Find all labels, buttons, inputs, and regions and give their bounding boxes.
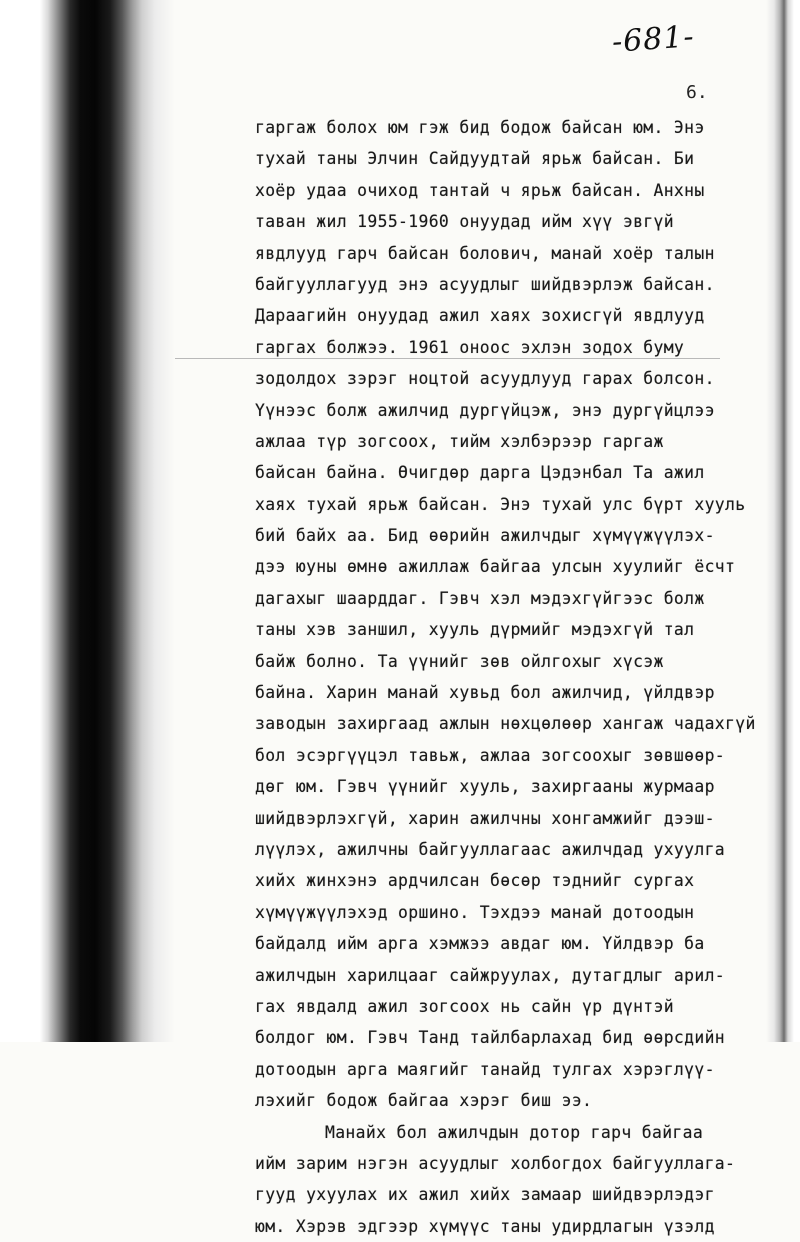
- text-line: хаях тухай ярьж байсан. Энэ тухай улс бүрт хууль: [255, 494, 746, 514]
- text-line: гаргах болжээ. 1961 оноос эхлэн зодох буму: [255, 337, 685, 357]
- text-line: гууд ухуулах их ажил хийх замаар шийдвэрлэдэг: [255, 1185, 715, 1205]
- scan-binding-shadow: [0, 0, 175, 1042]
- text-line: байсан байна. Өчигдөр дарга Цэдэнбал Та ажил: [255, 463, 705, 483]
- typewritten-body: [255, 112, 756, 1236]
- text-line: лэхийг бодож байгаа хэрэг биш ээ.: [255, 1091, 593, 1111]
- text-line: шийдвэрлэхгүй, харин ажилчны хонгамжийг дээш-: [255, 808, 715, 828]
- text-line: тухай таны Элчин Сайдуудтай ярьж байсан. Би: [255, 149, 695, 169]
- text-line: ийм зарим нэгэн асуудлыг холбогдоx байгууллага-: [255, 1153, 736, 1173]
- text-line: таны хэв заншил, хууль дүрмийг мэдэхгүй тал: [255, 620, 695, 640]
- text-line: хийх жинхэнэ ардчилсан бөсөр тэднийг сургах: [255, 871, 695, 891]
- text-line: дөг юм. Гэвч үүнийг хууль, захиргааны журмаар: [255, 777, 715, 797]
- text-line: Үүнээс болж ажилчид дургүйцэж, энэ дургүйцлээ: [255, 400, 715, 420]
- text-line: заводын захиргаад ажлын нөхцөлөөр хангаж чадахгүй: [255, 714, 756, 734]
- text-line: лүүлэх, ажилчны байгууллагаас ажилчдад ухуулга: [255, 839, 726, 859]
- text-line: дотоодын арга маягийг танайд тулгах хэрэглүү-: [255, 1059, 715, 1079]
- text-line: зодолдох зэрэг ноцтой асуудлууд гарах болсон.: [255, 369, 715, 389]
- page-number: 6.: [686, 82, 708, 103]
- text-line: байж болно. Та үүнийг зөв ойлгохыг хүсэж: [255, 651, 664, 671]
- text-line: байгууллагууд энэ асуудлыг шийдвэрлэж байсан.: [255, 274, 715, 294]
- scan-right-edge: [766, 0, 800, 1042]
- text-line: хүмүүжүүлэхэд оршино. Тэхдээ манай дотоодын: [255, 902, 695, 922]
- text-line: ажлаа түр зогсоох, тийм хэлбэрээр гаргаж: [255, 431, 664, 451]
- text-line: дээ юуны өмнө ажиллаж байгаа улсын хуулийг ёсчт: [255, 557, 736, 577]
- text-line: дагахыг шаарддаг. Гэвч хэл мэдэхгүйгээс болж: [255, 588, 705, 608]
- text-line: хоёр удаа очиход тантай ч ярьж байсан. Анхны: [255, 180, 705, 200]
- handwritten-archive-number: -681-: [610, 19, 696, 60]
- text-line: Дараагийн онуудад ажил хаях зохисгүй явдлууд: [255, 306, 705, 326]
- text-line: ажилчдын харилцааг сайжруулах, дутагдлыг арил-: [255, 965, 726, 985]
- text-line: бол эсэргүүцэл тавьж, ажлаа зогсоохыг зөвшөөр-: [255, 745, 726, 765]
- text-line: байна. Харин манай хувьд бол ажилчид, үйлдвэр: [255, 683, 715, 703]
- text-line: таван жил 1955-1960 онуудад ийм хүү эвгүй: [255, 212, 674, 232]
- text-line: болдог юм. Гэвч Танд тайлбарлахад бид өөрсдийн: [255, 1028, 726, 1048]
- text-line: Манайх бол ажилчдын дотор гарч байгаа: [325, 1122, 704, 1142]
- text-line: юм. Хэрэв эдгээр хүмүүс таны удирдлагын үзэлд: [255, 1216, 715, 1236]
- text-line: явдлууд гарч байсан болович, манай хоёр талын: [255, 243, 715, 263]
- text-line: гаргаж болоx юм гэж бид бодож байсан юм. Энэ: [255, 118, 705, 137]
- text-line: бий байх аа. Бид өөрийн ажилчдыг хүмүүжүүлэх-: [255, 526, 715, 546]
- text-line: гах явдалд ажил зогсоох нь сайн үр дүнтэй: [255, 996, 674, 1016]
- text-line: байдалд ийм арга хэмжээ авдаг юм. Үйлдвэр ба: [255, 934, 705, 954]
